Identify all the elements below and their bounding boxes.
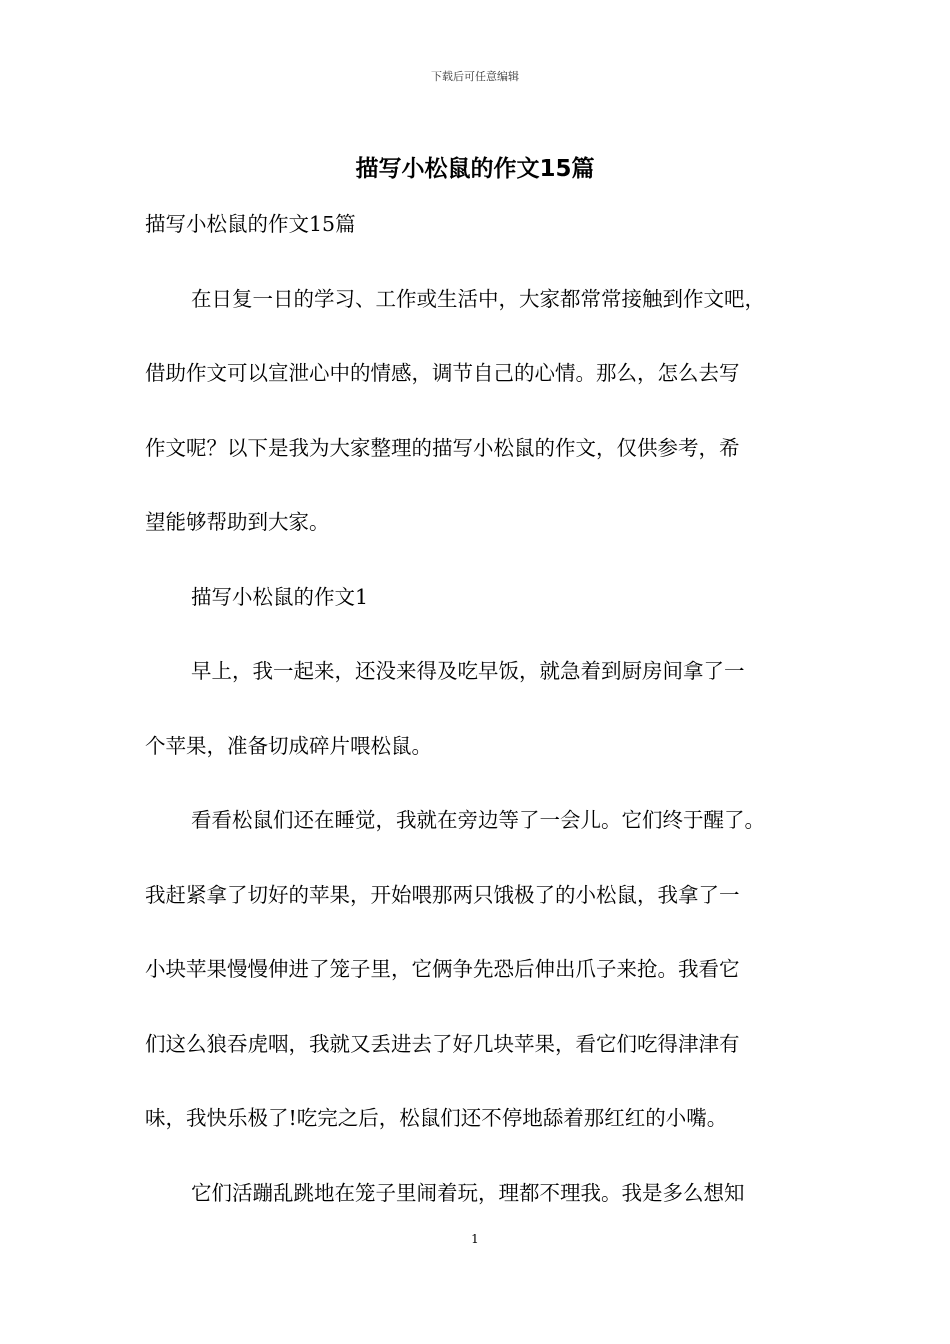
header-note: 下载后可任意编辑 [431,70,519,83]
document-body [145,206,825,1249]
body-line: 小块苹果慢慢伸进了笼子里，它俩争先恐后伸出爪子来抢。我看它 [145,957,740,981]
body-line: 们这么狼吞虎咽，我就又丢进去了好几块苹果，看它们吃得津津有 [145,1031,740,1056]
body-line: 作文呢？以下是我为大家整理的描写小松鼠的作文，仅供参考，希 [145,435,740,460]
body-line: 早上，我一起来，还没来得及吃早饭，就急着到厨房间拿了一 [191,659,745,683]
section-heading: 描写小松鼠的作文1 [191,584,369,609]
body-line: 我赶紧拿了切好的苹果，开始喂那两只饿极了的小松鼠，我拿了一 [145,882,740,907]
body-line: 它们活蹦乱跳地在笼子里闹着玩，理都不理我。我是多么想知 [191,1180,745,1205]
body-line: 借助作文可以宣泄心中的情感，调节自己的心情。那么，怎么去写 [145,361,740,385]
document-title: 描写小松鼠的作文15篇 [355,156,595,182]
body-line: 望能够帮助到大家。 [145,510,330,534]
body-line: 味，我快乐极了!吃完之后，松鼠们还不停地舔着那红红的小嘴。 [145,1106,728,1130]
body-line: 在日复一日的学习、工作或生活中，大家都常常接触到作文吧， [191,286,765,311]
page-number: 1 [471,1232,479,1246]
body-line: 个苹果，准备切成碎片喂松鼠。 [145,733,432,758]
body-line: 看看松鼠们还在睡觉，我就在旁边等了一会儿。它们终于醒了。 [191,808,765,832]
body-line: 描写小松鼠的作文15篇 [145,212,356,236]
